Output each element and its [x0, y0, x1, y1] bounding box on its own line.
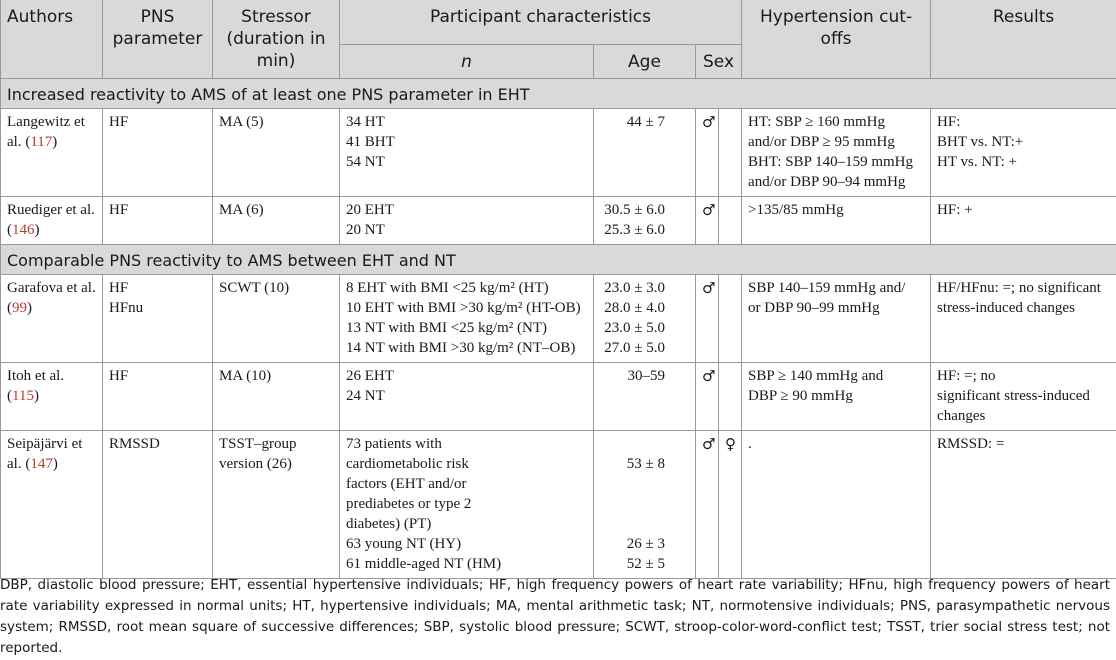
- male-symbol: ♂: [696, 362, 719, 430]
- female-symbol: [719, 274, 742, 362]
- table-row: [1, 274, 1116, 362]
- cell-line: prediabetes or type 2: [346, 495, 472, 512]
- cell-age: [594, 362, 696, 430]
- cell-n: [340, 108, 594, 196]
- cell-line: [600, 514, 665, 534]
- cell-line: HF:: [937, 113, 961, 130]
- female-symbol: ♀: [719, 430, 742, 578]
- authors-text: Itoh et al. (: [7, 367, 65, 404]
- cell-line: BHT: SBP 140–159 mmHg: [748, 153, 914, 170]
- cell-line: HF: [109, 201, 129, 218]
- cell-line: significant stress-induced: [937, 387, 1090, 404]
- cell-age: [594, 274, 696, 362]
- cell-stressor: MA (10): [213, 362, 340, 430]
- male-symbol: ♂: [696, 430, 719, 578]
- cell-n: [340, 430, 594, 578]
- cell-age: [594, 196, 696, 244]
- cell-line: HT: SBP ≥ 160 mmHg: [748, 113, 885, 130]
- cell-cutoffs: [742, 430, 931, 578]
- table-header: [1, 0, 1116, 78]
- male-symbol: ♂: [696, 274, 719, 362]
- cell-stressor: MA (5): [213, 108, 340, 196]
- cell-line: stress-induced changes: [937, 299, 1075, 316]
- table-body: [1, 78, 1116, 578]
- section-row: [1, 244, 1116, 274]
- cell-line: 73 patients with: [346, 435, 442, 452]
- cell-n: [340, 196, 594, 244]
- cell-line: [600, 434, 665, 454]
- cell-results: [931, 430, 1116, 578]
- cell-line: 63 young NT (HY): [346, 535, 462, 552]
- cell-stressor: TSST–group version (26): [213, 430, 340, 578]
- authors-text: Ruediger et al. (: [7, 201, 95, 238]
- cell-stressor: SCWT (10): [213, 274, 340, 362]
- cell-line: 28.0 ± 4.0: [604, 299, 665, 316]
- cell-line: 54 NT: [346, 153, 385, 170]
- cell-line: 27.0 ± 5.0: [604, 339, 665, 356]
- section-row: [1, 78, 1116, 108]
- cell-results: [931, 108, 1116, 196]
- cell-line: [600, 474, 665, 494]
- cell-line: 10 EHT with BMI >30 kg/m² (HT-OB): [346, 299, 581, 316]
- cell-line: HF: [109, 279, 129, 296]
- cell-line: HF: [109, 113, 129, 130]
- cell-line: 20 EHT: [346, 201, 394, 218]
- cell-cutoffs: [742, 196, 931, 244]
- cell-line: 24 NT: [346, 387, 385, 404]
- cell-authors: Garafova et al. (99): [1, 274, 103, 362]
- cell-line: 26 EHT: [346, 367, 394, 384]
- cell-age: [594, 430, 696, 578]
- female-symbol: [719, 108, 742, 196]
- cell-line: 61 middle-aged NT (HM): [346, 555, 502, 572]
- cell-cutoffs: [742, 274, 931, 362]
- cell-stressor: MA (6): [213, 196, 340, 244]
- cell-line: DBP ≥ 90 mmHg: [748, 387, 853, 404]
- table-row: [1, 362, 1116, 430]
- header-participant-characteristics: Participant characteristics: [340, 0, 742, 44]
- cell-line: [600, 494, 665, 514]
- male-symbol: ♂: [696, 108, 719, 196]
- cell-results: [931, 274, 1116, 362]
- cell-results: [931, 362, 1116, 430]
- header-authors: Authors: [1, 0, 103, 78]
- table-row: [1, 108, 1116, 196]
- cell-n: [340, 362, 594, 430]
- cell-authors: Langewitz et al. (117): [1, 108, 103, 196]
- cell-line: 26 ± 3: [626, 535, 665, 552]
- authors-text: Langewitz et al. (: [7, 113, 85, 150]
- cell-line: HFnu: [109, 299, 144, 316]
- section-title: Increased reactivity to AMS of at least one PNS parameter in EHT: [1, 78, 1116, 108]
- cell-pns-parameter: [103, 196, 213, 244]
- header-pns-parameter: PNS parameter: [103, 0, 213, 78]
- cell-line: 41 BHT: [346, 133, 395, 150]
- cell-line: BHT vs. NT:+: [937, 133, 1024, 150]
- cell-line: factors (EHT and/or: [346, 475, 467, 492]
- table-row: [1, 430, 1116, 578]
- cell-line: HF: =; no: [937, 367, 996, 384]
- cell-results: [931, 196, 1116, 244]
- cell-line: 8 EHT with BMI <25 kg/m² (HT): [346, 279, 549, 296]
- cell-line: and/or DBP ≥ 95 mmHg: [748, 133, 895, 150]
- cell-line: diabetes) (PT): [346, 515, 432, 532]
- authors-text: Garafova et al. (: [7, 279, 96, 316]
- reference-link[interactable]: 117: [30, 133, 53, 150]
- cell-line: 20 NT: [346, 221, 385, 238]
- cell-pns-parameter: [103, 362, 213, 430]
- header-age: Age: [594, 44, 696, 78]
- cell-line: 52 ± 5: [626, 555, 665, 572]
- reference-link[interactable]: 115: [12, 387, 34, 404]
- cell-line: 23.0 ± 3.0: [604, 279, 665, 296]
- cell-cutoffs: [742, 362, 931, 430]
- cell-line: 34 HT: [346, 113, 385, 130]
- table-footnote: DBP, diastolic blood pressure; EHT, essential hypertensive individuals; HF, high frequency powers of heart rate variability; HFnu, high frequency powers of heart rate variability expressed in normal units; HT, hypertensive individuals; MA, mental arithmetic task; NT, normotensive individuals; PNS, parasympathetic nervous system; RMSSD, root mean square of successive differences; SBP, systolic blood pressure; SCWT, stroop-color-word-conflict test; TSST, trier social stress test; not reported.: [0, 577, 1110, 656]
- cell-line: cardiometabolic risk: [346, 455, 469, 472]
- cell-authors: Itoh et al. (115): [1, 362, 103, 430]
- cell-line: 30.5 ± 6.0: [604, 201, 665, 218]
- male-symbol: ♂: [696, 196, 719, 244]
- cell-line: and/or DBP 90–94 mmHg: [748, 173, 906, 190]
- header-cutoffs: Hypertension cut-offs: [742, 0, 931, 78]
- cell-line: HF: +: [937, 201, 973, 218]
- header-sex: Sex: [696, 44, 742, 78]
- cell-line: 53 ± 8: [626, 455, 665, 472]
- cell-authors: Seipäjärvi et al. (147): [1, 430, 103, 578]
- cell-line: 44 ± 7: [626, 113, 665, 130]
- header-stressor: Stressor (duration in min): [213, 0, 340, 78]
- cell-line: 25.3 ± 6.0: [604, 221, 665, 238]
- table-row: [1, 196, 1116, 244]
- header-n: n: [340, 44, 594, 78]
- cell-cutoffs: [742, 108, 931, 196]
- header-results: Results: [931, 0, 1116, 78]
- female-symbol: [719, 362, 742, 430]
- female-symbol: [719, 196, 742, 244]
- cell-line: HF/HFnu: =; no significant: [937, 279, 1101, 296]
- cell-line: >135/85 mmHg: [748, 201, 844, 218]
- section-title: Comparable PNS reactivity to AMS between EHT and NT: [1, 244, 1116, 274]
- cell-line: changes: [937, 407, 986, 424]
- cell-pns-parameter: [103, 430, 213, 578]
- reference-link[interactable]: 146: [12, 221, 35, 238]
- cell-n: [340, 274, 594, 362]
- cell-line: 13 NT with BMI <25 kg/m² (NT): [346, 319, 548, 336]
- cell-line: RMSSD: =: [937, 435, 1005, 452]
- reference-link[interactable]: 147: [30, 455, 53, 472]
- cell-line: SBP ≥ 140 mmHg and: [748, 367, 884, 384]
- cell-pns-parameter: [103, 108, 213, 196]
- cell-line: RMSSD: [109, 435, 160, 452]
- reference-link[interactable]: 99: [12, 299, 27, 316]
- cell-pns-parameter: [103, 274, 213, 362]
- cell-line: HT vs. NT: +: [937, 153, 1017, 170]
- cell-line: 30–59: [627, 367, 665, 384]
- cell-line: .: [748, 435, 752, 452]
- cell-line: or DBP 90–99 mmHg: [748, 299, 880, 316]
- authors-text: Seipäjärvi et al. (: [7, 435, 83, 472]
- cell-age: [594, 108, 696, 196]
- cell-line: 23.0 ± 5.0: [604, 319, 665, 336]
- cell-line: SBP 140–159 mmHg and/: [748, 279, 906, 296]
- cell-line: HF: [109, 367, 129, 384]
- cell-authors: Ruediger et al. (146): [1, 196, 103, 244]
- cell-line: 14 NT with BMI >30 kg/m² (NT–OB): [346, 339, 576, 356]
